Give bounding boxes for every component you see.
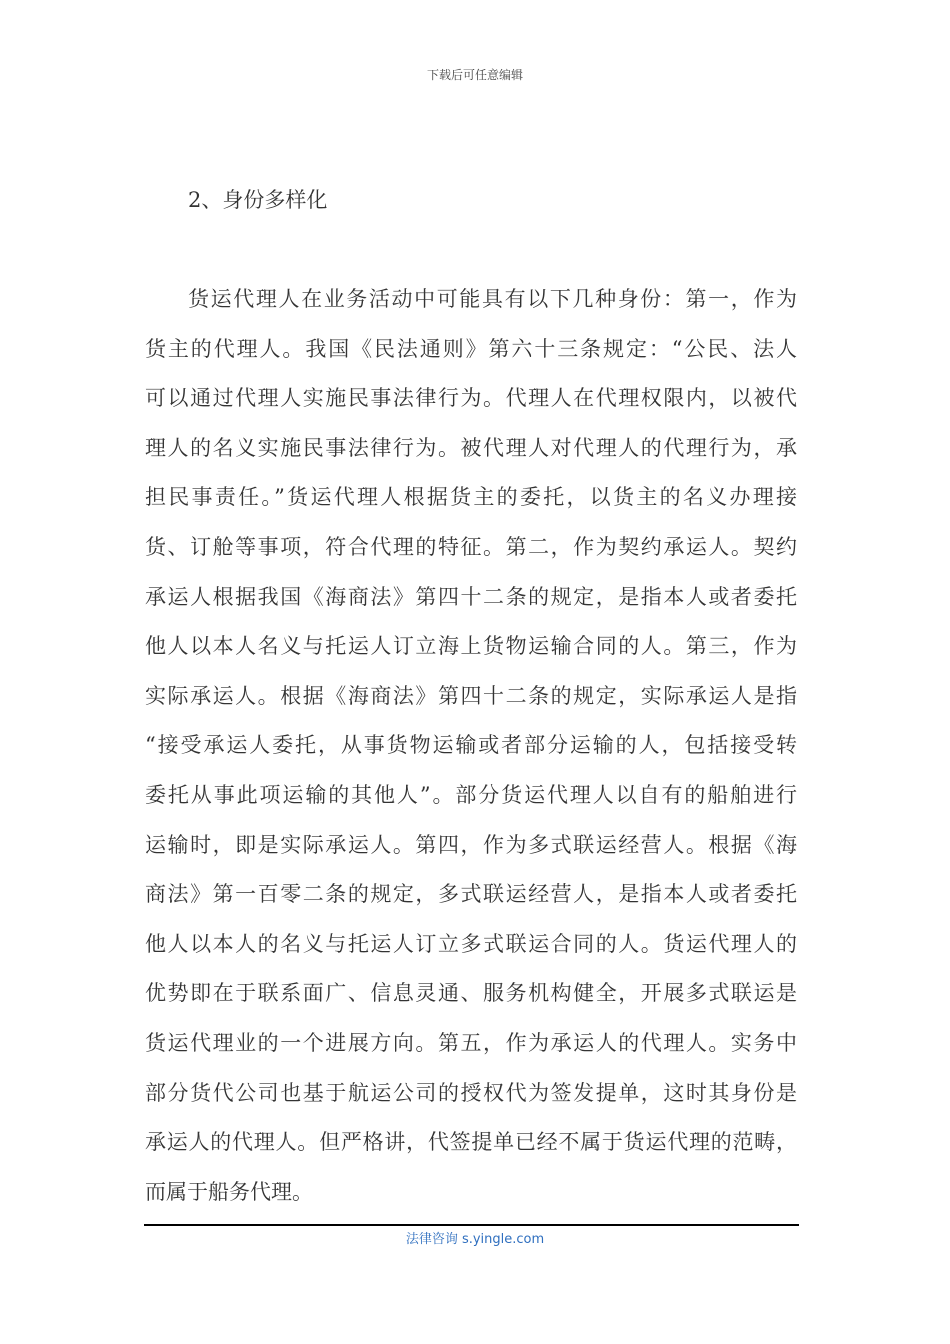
paragraph-line: 运输时，即是实际承运人。第四，作为多式联运经营人。根据《海 xyxy=(145,832,797,857)
paragraph-line: 担民事责任。”货运代理人根据货主的委托，以货主的名义办理接 xyxy=(145,485,797,510)
paragraph-line: 优势即在于联系面广、信息灵通、服务机构健全，开展多式联运是 xyxy=(145,981,797,1006)
paragraph-line: 承运人的代理人。但严格讲，代签提单已经不属于货运代理的范畴， xyxy=(145,1130,797,1155)
paragraph-line: 理人的名义实施民事法律行为。被代理人对代理人的代理行为，承 xyxy=(145,435,797,460)
paragraph-line: 而属于船务代理。 xyxy=(145,1179,313,1204)
paragraph-line: “接受承运人委托，从事货物运输或者部分运输的人，包括接受转 xyxy=(145,733,797,758)
footer-link[interactable]: 法律咨询 s.yingle.com xyxy=(405,1232,545,1247)
paragraph-line: 他人以本人的名义与托运人订立多式联运合同的人。货运代理人的 xyxy=(145,931,797,956)
paragraph-line: 承运人根据我国《海商法》第四十二条的规定，是指本人或者委托 xyxy=(145,584,797,609)
paragraph-line: 可以通过代理人实施民事法律行为。代理人在代理权限内，以被代 xyxy=(145,386,797,411)
paragraph-line: 部分货代公司也基于航运公司的授权代为签发提单，这时其身份是 xyxy=(145,1080,797,1105)
body-paragraph xyxy=(145,275,797,1217)
page-header-note: 下载后可任意编辑 xyxy=(426,68,523,82)
paragraph-line: 货主的代理人。我国《民法通则》第六十三条规定：“公民、法人 xyxy=(145,336,797,361)
footer-divider xyxy=(144,1224,799,1226)
paragraph-line: 实际承运人。根据《海商法》第四十二条的规定，实际承运人是指 xyxy=(145,683,797,708)
paragraph-line: 委托从事此项运输的其他人”。部分货运代理人以自有的船舶进行 xyxy=(145,782,797,807)
paragraph-line: 货运代理业的一个进展方向。第五，作为承运人的代理人。实务中 xyxy=(145,1030,797,1055)
paragraph-line: 货、订舱等事项，符合代理的特征。第二，作为契约承运人。契约 xyxy=(145,534,797,559)
paragraph-line: 他人以本人名义与托运人订立海上货物运输合同的人。第三，作为 xyxy=(145,634,797,659)
paragraph-line: 货运代理人在业务活动中可能具有以下几种身份：第一，作为 xyxy=(188,287,797,311)
paragraph-line: 商法》第一百零二条的规定，多式联运经营人，是指本人或者委托 xyxy=(145,882,797,907)
section-heading: 2、身份多样化 xyxy=(188,188,328,212)
